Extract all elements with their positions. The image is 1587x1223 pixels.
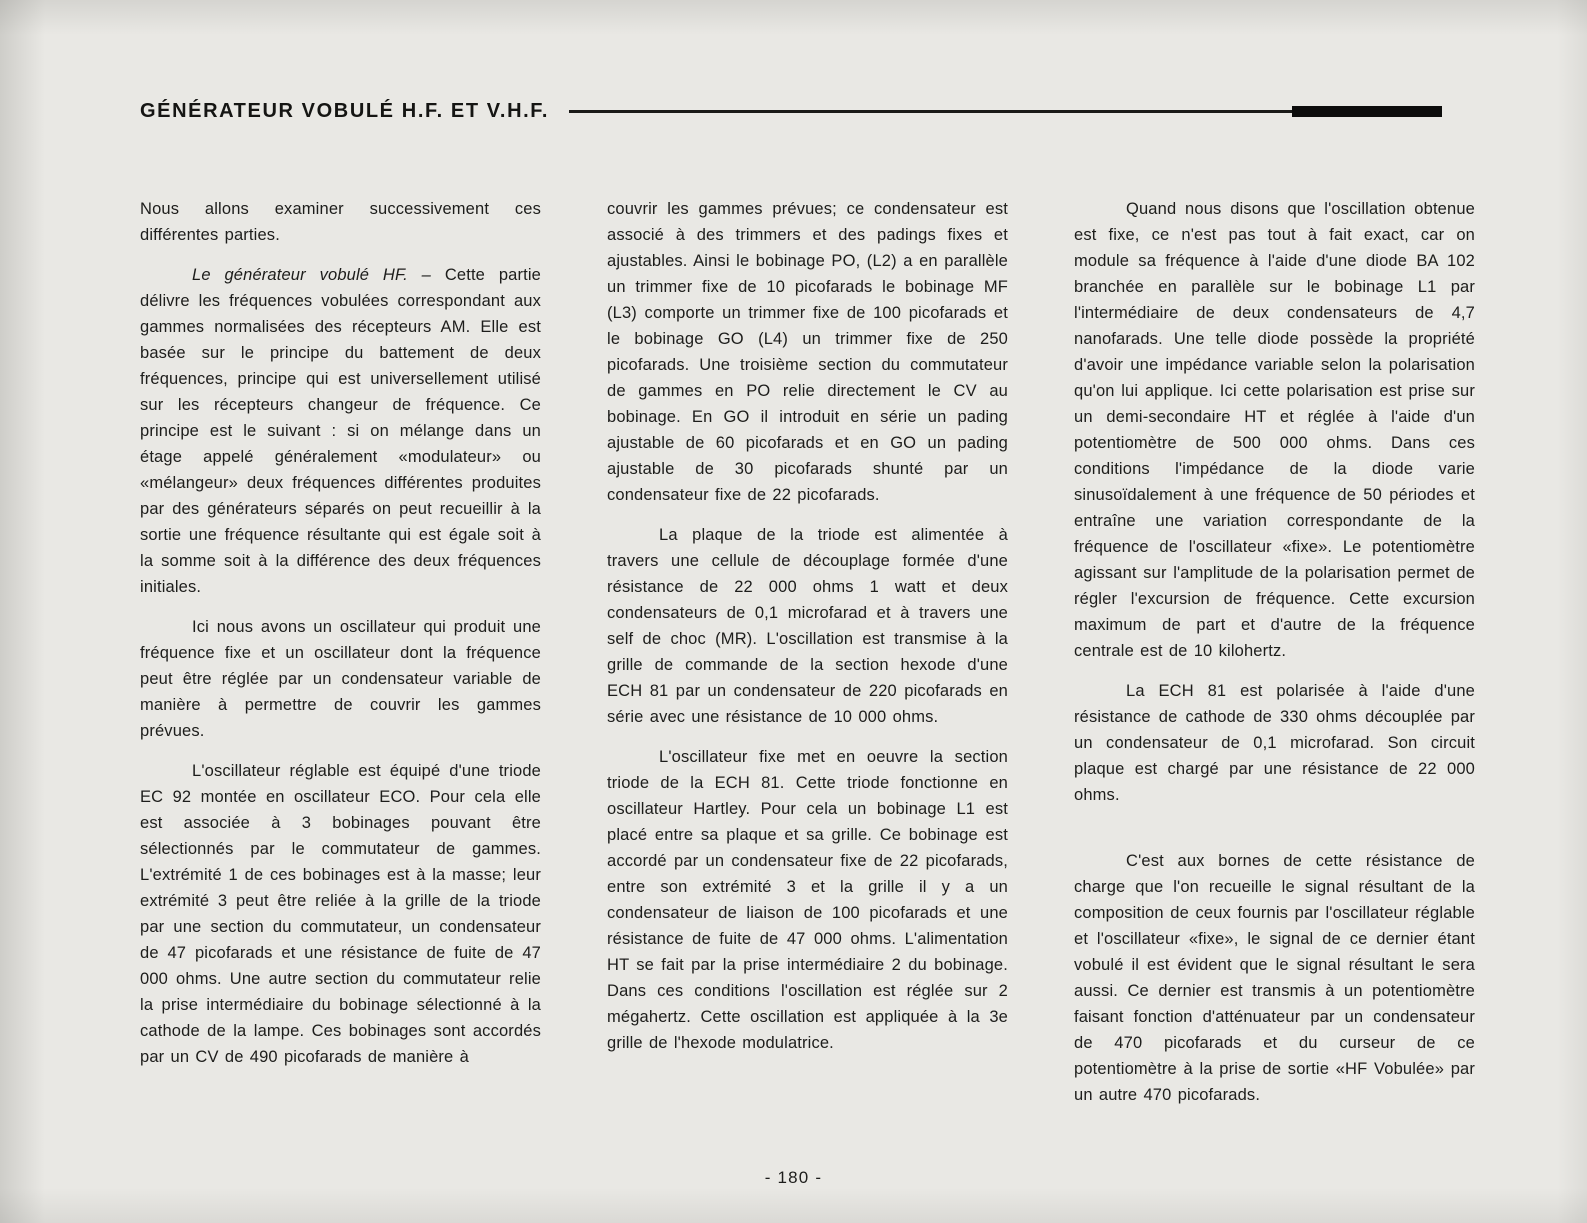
paragraph-lead-italic: Le générateur vobulé HF. – <box>192 266 445 284</box>
header-rule-bar <box>1292 106 1442 117</box>
paragraph: couvrir les gammes prévues; ce condensateur est associé à des trimmers et des padings fixes et ajustables. Ainsi le bobinage PO, (L2) a en parallèle un trimmer fixe de 10 picofarads le bobinage MF (L3) comporte un trimmer fixe de 100 picofarads et le bobinage GO (L4) un trimmer fixe de 250 picofarads. Une troisième section du commutateur de gammes en PO relie directement le CV au bobinage. En GO il introduit en série un pading ajustable de 60 picofarads et en GO un pading ajustable de 30 picofarads shunté par un condensateur fixe de 22 picofarads. <box>607 200 1008 504</box>
column-3 <box>1074 196 1475 1122</box>
paragraph: Nous allons examiner successivement ces différentes parties. <box>140 200 541 244</box>
page-footer <box>0 1168 1587 1188</box>
article-body <box>140 196 1475 1122</box>
page-number: - 180 - <box>764 1168 823 1187</box>
paragraph: Ici nous avons un oscillateur qui produit une fréquence fixe et un oscillateur dont la fréquence peut être réglée par un condensateur variable de manière à permettre de couvrir les gammes prévues. <box>140 618 541 740</box>
paragraph: L'oscillateur fixe met en oeuvre la section triode de la ECH 81. Cette triode fonctionne en oscillateur Hartley. Pour cela un bobinage L1 est placé entre sa plaque et sa grille. Ce bobinage est accordé par un condensateur fixe de 22 picofarads, entre son extrémité 3 et la grille il y a un condensateur de liaison de 100 picofarads et une résistance de fuite de 47 000 ohms. L'alimentation HT se fait par la prise intermédiaire 2 du bobinage. Dans ces conditions l'oscillation est réglée sur 2 mégahertz. Cette oscillation est appliquée à la 3e grille de l'hexode modulatrice. <box>607 748 1008 1052</box>
page-header <box>140 100 1442 123</box>
column-2 <box>607 196 1008 1122</box>
paragraph-text: Cette partie délivre les fréquences vobulées correspondant aux gammes normalisées des récepteurs AM. Elle est basée sur le principe du battement de deux fréquences, principe qui est universellement utilisé sur les récepteurs changeur de fréquence. Ce principe est le suivant : si on mélange dans un étage appelé généralement «modulateur» ou «mélangeur» deux fréquences différentes produites par des générateurs séparés on peut recueillir à la sortie une fréquence résultante qui est égale soit à la somme soit à la différence des deux fréquences initiales. <box>140 266 541 596</box>
header-rule-line <box>569 110 1292 113</box>
paragraph: Quand nous disons que l'oscillation obtenue est fixe, ce n'est pas tout à fait exact, car on module sa fréquence à l'aide d'une diode BA 102 branchée en parallèle sur le bobinage L1 par l'intermédiaire de deux condensateurs de 4,7 nanofarads. Une telle diode possède la propriété d'avoir une impédance variable selon la polarisation qu'on lui applique. Ici cette polarisation est prise sur un demi-secondaire HT et réglée à l'aide d'un potentiomètre de 500 000 ohms. Dans ces conditions l'impédance de la diode varie sinusoïdalement à une fréquence de 50 périodes et entraîne une variation correspondante de la fréquence de l'oscillateur «fixe». Le potentiomètre agissant sur l'amplitude de la polarisation permet de régler l'excursion de fréquence. Cette excursion maximum de part et d'autre de la fréquence centrale est de 10 kilohertz. <box>1074 200 1475 660</box>
paragraph <box>140 262 541 600</box>
paragraph: L'oscillateur réglable est équipé d'une triode EC 92 montée en oscillateur ECO. Pour cela elle est associée à 3 bobinages pouvant être sélectionnés par le commutateur de gammes. L'extrémité 1 de ces bobinages est à la masse; leur extrémité 3 peut être reliée à la grille de la triode par une section du commutateur, un condensateur de 47 picofarads et une résistance de fuite de 47 000 ohms. Une autre section du commutateur relie la prise intermédiaire du bobinage sélectionné à la cathode de la lampe. Ces bobinages sont accordés par un CV de 490 picofarads de manière à <box>140 762 541 1066</box>
page-title: GÉNÉRATEUR VOBULÉ H.F. ET V.H.F. <box>140 100 550 122</box>
paragraph: La plaque de la triode est alimentée à travers une cellule de découplage formée d'une résistance de 22 000 ohms 1 watt et deux condensateurs de 0,1 microfarad et à travers une self de choc (MR). L'oscillation est transmise à la grille de commande de la section hexode d'une ECH 81 par un condensateur de 220 picofarads en série avec une résistance de 10 000 ohms. <box>607 526 1008 726</box>
column-1 <box>140 196 541 1122</box>
paragraph: La ECH 81 est polarisée à l'aide d'une résistance de cathode de 330 ohms découplée par un condensateur de 0,1 microfarad. Son circuit plaque est chargé par une résistance de 22 000 ohms. <box>1074 682 1475 804</box>
paragraph: C'est aux bornes de cette résistance de charge que l'on recueille le signal résultant de la composition de ceux fournis par l'oscillateur réglable et l'oscillateur «fixe», le signal de ce dernier étant vobulé il est évident que le signal résultant le sera aussi. Ce dernier est transmis à un potentiomètre faisant fonction d'atténuateur par un condensateur de 470 picofarads et du curseur de ce potentiomètre à la prise de sortie «HF Vobulée» par un autre 470 picofarads. <box>1074 852 1475 1104</box>
